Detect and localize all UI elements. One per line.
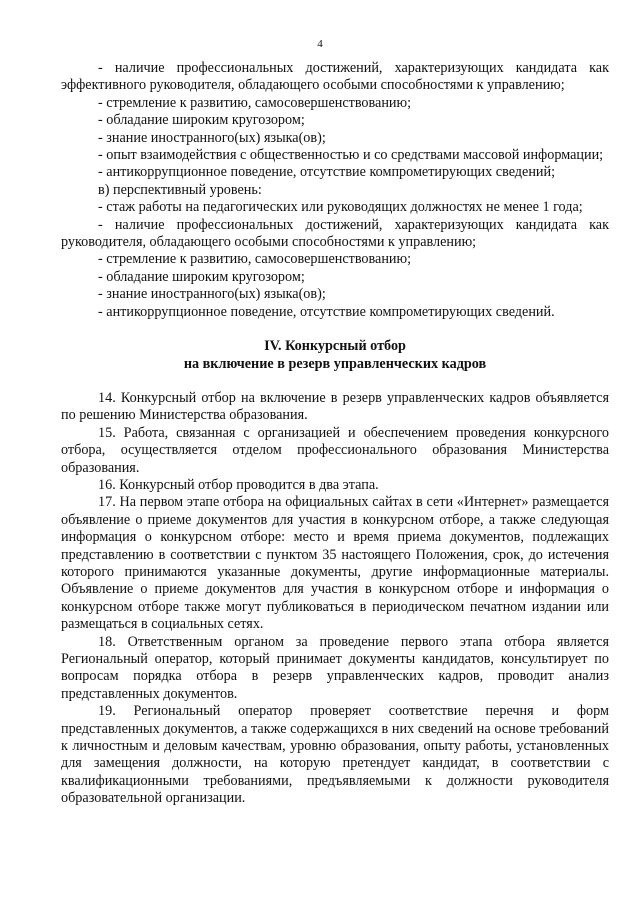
list-item: - знание иностранного(ых) языка(ов); — [98, 129, 326, 146]
list-item: - стремление к развитию, самосовершенствованию; — [98, 251, 412, 268]
list-item: - стаж работы на педагогических или руководящих должностях не менее 1 года; — [98, 199, 583, 216]
paragraph-15: 15. Работа, связанная с организацией и обеспечением проведения конкурсного отбора, осуществляется отделом профессионального образования Министерства образования. — [61, 424, 609, 476]
section-title: IV. Конкурсный отбор — [264, 338, 406, 355]
paragraph-14: 14. Конкурсный отбор на включение в резерв управленческих кадров объявляется по решению Министерства образования. — [61, 389, 609, 424]
list-item: - знание иностранного(ых) языка(ов); — [98, 286, 326, 303]
paragraph-17: 17. На первом этапе отбора на официальных сайтах в сети «Интернет» размещается объявление о приеме документов для участия в конкурсном отборе, а также следующая информация о конкурсном отборе: место и время приема документов, подлежащих представлению в соответствии с пунктом 35 настоящего Положения, срок, до истечения которого принимаются указанные документы, другие информационные материалы. Объявление о приеме документов для участия в конкурсном отборе и информация о конкурсном отборе также могут публиковаться в периодическом печатном издании или размещаться в социальных сетях. — [61, 494, 609, 633]
list-item: - стремление к развитию, самосовершенствованию; — [98, 94, 412, 111]
paragraph-19: 19. Региональный оператор проверяет соответствие перечня и форм представленных документов, а также содержащихся в них сведений на основе требований к личностным и деловым качествам, уровню образования, опыту работы, установленных для замещения должности, на которую претендует кандидат, в соответствии с квалификационными требованиями, предъявляемыми к должности руководителя образовательной организации. — [61, 703, 609, 807]
page-number: 4 — [317, 38, 323, 50]
level-heading: в) перспективный уровень: — [98, 181, 262, 198]
section-subtitle: на включение в резерв управленческих кадров — [183, 355, 487, 372]
list-item: - наличие профессиональных достижений, характеризующих кандидата как руководителя, обладающего особыми способностями к управлению; — [61, 216, 609, 251]
list-item: - антикоррупционное поведение, отсутствие компрометирующих сведений. — [98, 303, 555, 320]
list-item: - наличие профессиональных достижений, характеризующих кандидата как эффективного руководителя, обладающего особыми способностями к управлению; — [61, 60, 609, 94]
list-item: - антикоррупционное поведение, отсутствие компрометирующих сведений; — [98, 164, 556, 181]
list-item: - обладание широким кругозором; — [98, 112, 305, 129]
list-item: - опыт взаимодействия с общественностью и со средствами массовой информации; — [98, 147, 604, 164]
document-body — [61, 60, 609, 808]
paragraph-16: 16. Конкурсный отбор проводится в два этапа. — [98, 476, 379, 493]
list-item: - обладание широким кругозором; — [98, 268, 305, 285]
paragraph-18: 18. Ответственным органом за проведение первого этапа отбора является Региональный оператор, который принимает документы кандидатов, консультирует по вопросам порядка отбора в резерв управленческих кадров, проводит анализ представленных документов. — [61, 633, 609, 702]
